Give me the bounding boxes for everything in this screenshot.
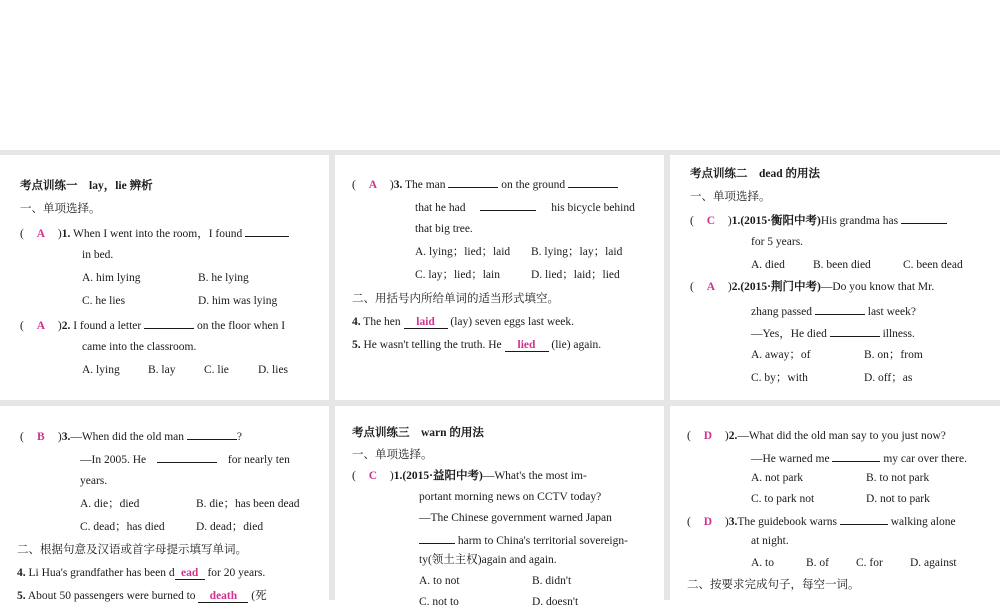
option-b: B. lying；lay；laid [531,246,623,258]
card-lay-lie-continued: ( A )3. The man on the ground that he had his bicycle behind that big tree. A. lying；lied；laid B. lying；lay；laid C. lay；lied；lain D. lied；laid；lied 二、用括号内所给单词的适当形式填空。 4. The hen laid (lay) seven eggs last week. 5. He wasn't telling the truth. He lied (lie) again. [335,155,664,400]
card-title: 考点训练三 warn 的用法 [352,427,484,439]
option-d: D. off；as [864,372,913,384]
question-2: ( D )2.—What did the old man say to you just now? [687,430,946,442]
answer: C [368,470,377,482]
answer-blank [448,176,498,188]
option-c: C. lie [204,364,229,376]
question-3: ( D )3.The guidebook warns walking alone [687,513,956,529]
answer-blank [480,199,536,211]
option-b: B. die；has been dead [196,498,300,510]
option-c: C. dead；has died [80,521,165,533]
option-c: C. for [856,557,883,569]
option-b: B. to not park [866,472,930,484]
answer: A [36,228,45,240]
question-3: ( B )3.—When did the old man ? [20,428,242,444]
section-heading: 一、单项选择。 [690,191,771,203]
fill-answer: death [198,590,248,603]
answer: A [706,281,715,293]
fill-5: 5. About 50 passengers were burned to death (死 [17,590,267,602]
option-a: A. him lying [82,272,141,284]
fill-answer: lied [505,339,549,352]
option-c: C. lay；lied；lain [415,269,500,281]
card-title: 考点训练一 lay，lie 辨析 [20,180,153,192]
section-heading: 二、根据句意及汉语或首字母提示填写单词。 [17,544,247,556]
answer-blank [815,303,865,315]
option-d: D. lied；laid；lied [531,269,620,281]
option-d: D. lies [258,364,289,376]
card-warn-continued: ( D )2.—What did the old man say to you just now? —He warned me my car over there. A. not park B. to not park C. to park not D. not to park ( D )3.The guidebook warns walking alone at night. A. to B. of C. for D. against 二、按要求完成句子，每空一词。 [670,406,1000,600]
section-heading: 二、按要求完成句子，每空一词。 [687,579,860,591]
answer: A [36,320,45,332]
option-d: D. against [910,557,957,569]
answer: C [706,215,715,227]
section-heading: 二、用括号内所给单词的适当形式填空。 [352,293,559,305]
option-a: A. to [751,557,774,569]
question-2: ( A )2.(2015·荆门中考)—Do you know that Mr. [690,281,935,293]
option-c: C. by；with [751,372,808,384]
fill-4: 4. Li Hua's grandfather has been d ead for 20 years. [17,567,266,579]
answer-blank [419,532,455,544]
answer-blank [157,451,217,463]
card-warn: 考点训练三 warn 的用法 一、单项选择。 ( C )1.(2015·益阳中考)—What's the most im- portant morning news on CCTV today? —The Chinese government warned Japan harm to China's territorial sovereign- ty(领土主权)again and again. A. to not B. didn't C. not to D. doesn't [335,406,664,600]
option-b: B. he lying [198,272,249,284]
answer: D [703,430,712,442]
option-c: C. not to [419,596,459,608]
card-dead-continued: ( B )3.—When did the old man ? —In 2005. He for nearly ten years. A. die；died B. die；has been dead C. dead；has died D. dead；died 二、根据句意及汉语或首字母提示填写单词。 4. Li Hua's grandfather has been d ead for 20 years. 5. About 50 passengers were burned to death (死 [0,406,329,600]
option-c: C. he lies [82,295,126,307]
answer-blank [840,513,888,525]
answer-blank [144,317,194,329]
answer-blank [568,176,618,188]
question-2: ( A )2. I found a letter on the floor when I [20,317,285,333]
option-d: D. doesn't [532,596,579,608]
card-dead: 考点训练二 dead 的用法 一、单项选择。 ( C )1.(2015·衡阳中考)His grandma has for 5 years. A. died B. been died C. been dead ( A )2.(2015·荆门中考)—Do you know that Mr. zhang passed last week? —Yes，He died illness. A. away；of B. on；from C. by；with D. off；as [670,155,1000,400]
option-b: B. of [806,557,829,569]
option-a: A. to not [419,575,460,587]
answer-blank [830,325,880,337]
option-a: A. away；of [751,349,811,361]
fill-answer: laid [404,316,448,329]
card-lay-lie: 考点训练一 lay，lie 辨析 一、单项选择。 ( A )1. When I went into the room，I found in bed. A. him lying B. he lying C. he lies D. him was lying ( A )2. I found a letter on the floor when I came into the classroom. A. lying B. lay C. lie D. lies [0,155,329,400]
fill-4: 4. The hen laid (lay) seven eggs last week. [352,316,574,328]
option-a: A. not park [751,472,804,484]
answer-blank [832,450,880,462]
answer-blank [901,212,947,224]
question-1: ( A )1. When I went into the room，I found [20,225,289,241]
option-a: A. die；died [80,498,140,510]
option-b: B. been died [813,259,871,271]
section-heading: 一、单项选择。 [352,449,433,461]
question-1: ( C )1.(2015·益阳中考)—What's the most im- [352,470,587,482]
fill-5: 5. He wasn't telling the truth. He lied (lie) again. [352,339,602,351]
option-a: A. died [751,259,785,271]
fill-answer: ead [175,567,205,580]
answer-blank [187,428,237,440]
answer: D [703,516,712,528]
option-a: A. lying；lied；laid [415,246,511,258]
answer-blank [245,225,289,237]
option-b: B. didn't [532,575,572,587]
answer: B [37,431,45,443]
question-3: ( A )3. The man on the ground [352,176,618,192]
option-c: C. to park not [751,493,815,505]
option-a: A. lying [82,364,120,376]
section-heading: 一、单项选择。 [20,203,101,215]
option-b: B. on；from [864,349,923,361]
option-b: B. lay [148,364,176,376]
option-d: D. not to park [866,493,930,505]
answer: A [368,179,377,191]
question-1: ( C )1.(2015·衡阳中考)His grandma has [690,212,947,228]
option-d: D. him was lying [198,295,278,307]
option-d: D. dead；died [196,521,264,533]
card-title: 考点训练二 dead 的用法 [690,168,821,180]
option-c: C. been dead [903,259,963,271]
